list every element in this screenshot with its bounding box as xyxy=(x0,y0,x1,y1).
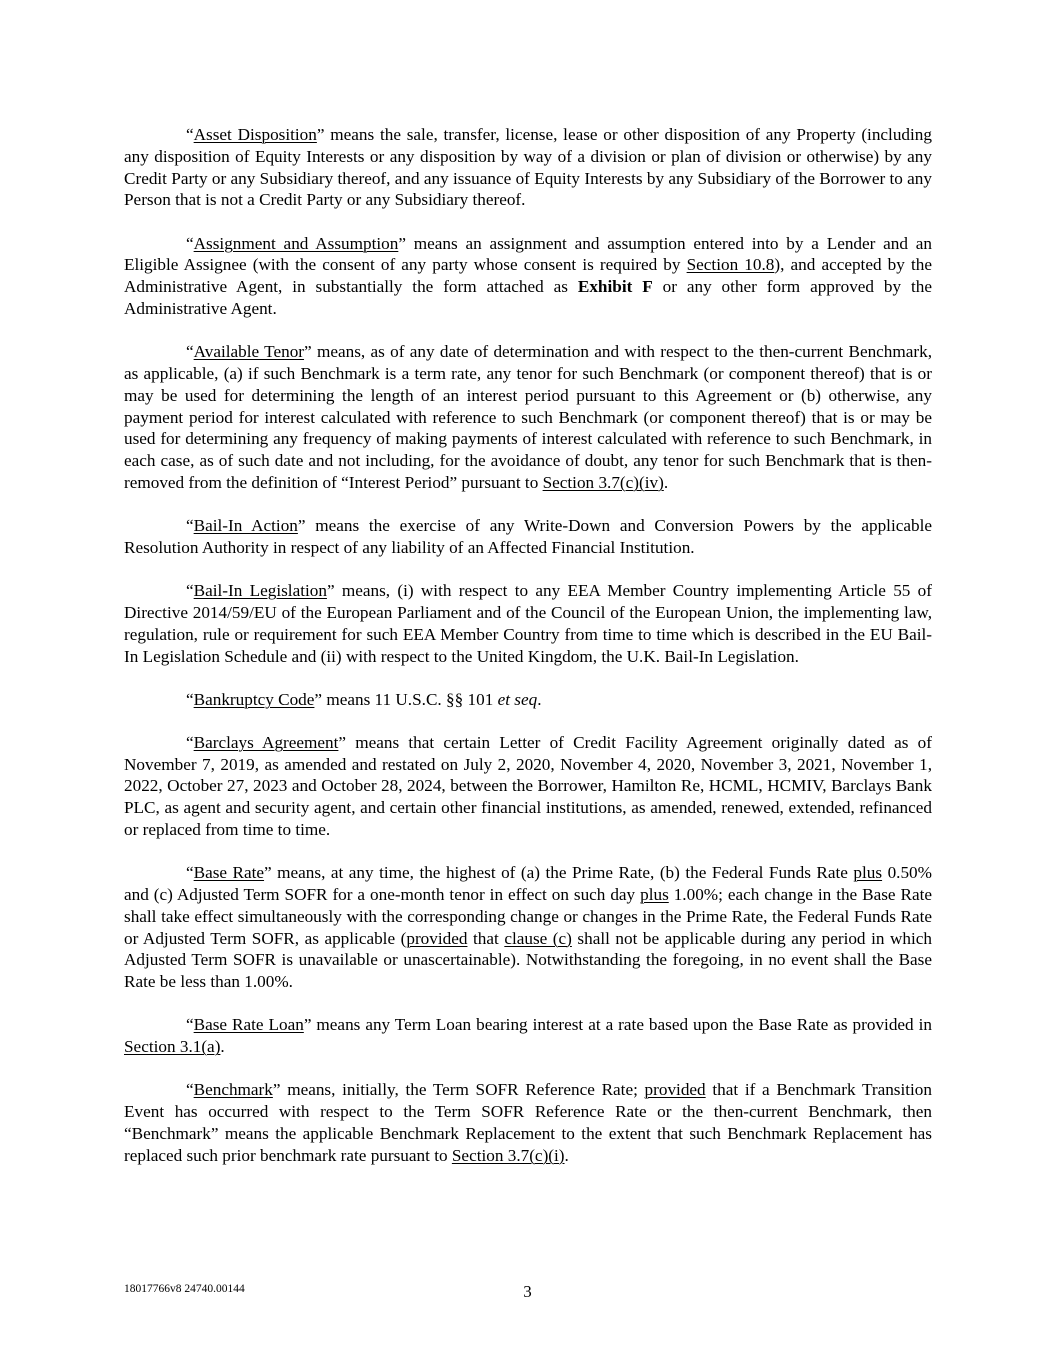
definition-text: ” means, (i) with respect to any EEA Member Country implementing Article 55 of Directive 2014/59/EU of the European Parliament and of the Council of the European Union, the implementing law, regulation, rule or requirement for such EEA Member Country from time to time which is described in the EU Bail-In Legislation Schedule and (ii) with respect to the United Kingdom, the U.K. Bail-In Legislation. xyxy=(124,581,932,666)
defined-term: Asset Disposition xyxy=(193,125,317,144)
defined-term: Base Rate xyxy=(193,863,265,883)
definition-text: that xyxy=(467,928,505,948)
definition-text: ), and accepted by the Administrative Agent, in substantially the form attached as xyxy=(124,255,932,297)
italic-text: et seq xyxy=(497,689,538,709)
definition-bail-in-legislation: “Bail-In Legislation” means, (i) with respect to any EEA Member Country implementing Article 55 of Directive 2014/59/EU of the European Parliament and of the Council of the European Union, the implementing law, regulation, rule or requirement for such EEA Member Country from time to time which is described in the EU Bail-In Legislation Schedule and (ii) with respect to the United Kingdom, the U.K. Bail-In Legislation. xyxy=(124,581,932,666)
definition-text: ” means that certain Letter of Credit Facility Agreement originally dated as of November 7, 2019, as amended and restated on July 2, 2020, November 4, 2020, November 3, 2021, November 1, 2022, October 27, 2023 and October 28, 2024, between the Borrower, Hamilton Re, HCML, HCMIV, Barclays Bank PLC, as agent and security agent, and certain other financial institutions, as amended, renewed, extended, refinanced or replaced from time to time. xyxy=(124,732,932,840)
definition-benchmark: “Benchmark” means, initially, the Term SOFR Reference Rate; provided that if a Benchmark Transition Event has occurred with respect to the Term SOFR Reference Rate or the then-current Benchmark, then “Benchmark” means the applicable Benchmark Replacement to the extent that such Benchmark Replacement has replaced such prior benchmark rate pursuant to Section 3.7(c)(i). xyxy=(124,1080,932,1165)
definition-text: ” means an assignment and assumption entered into by a Lender and an Eligible Assignee (with the consent of any party whose consent is required by xyxy=(124,233,933,275)
defined-term: Bail-In Action xyxy=(193,516,298,536)
definition-text: . xyxy=(663,472,669,492)
definition-text: ” means the sale, transfer, license, lease or other disposition of any Property (including any disposition of Equity Interests or any disposition by way of a division or plan of division or otherwise) by any Credit Party or any Subsidiary thereof, and any issuance of Equity Interests by any Subsidiary of the Borrower to any Person that is not a Credit Party or any Subsidiary thereof. xyxy=(124,125,932,210)
definition-text: that if a Benchmark Transition Event has occurred with respect to the Term SOFR Reference Rate or the then-current Benchmark, then “Benchmark” means the applicable Benchmark Replacement to the extent that such Benchmark Replacement has replaced such prior benchmark rate pursuant to xyxy=(124,1080,932,1165)
definition-text: ” means the exercise of any Write-Down and Conversion Powers by the applicable Resolution Authority in respect of any liability of an Affected Financial Institution. xyxy=(124,516,932,557)
definition-bail-in-action: “Bail-In Action” means the exercise of any Write-Down and Conversion Powers by the applicable Resolution Authority in respect of any liability of an Affected Financial Institution. xyxy=(124,516,932,557)
underlined-word: provided xyxy=(406,928,468,948)
definition-text: . xyxy=(564,1145,569,1165)
definition-barclays-agreement: “Barclays Agreement” means that certain Letter of Credit Facility Agreement originally dated as of November 7, 2019, as amended and restated on July 2, 2020, November 4, 2020, November 3, 2021, November 1, 2022, October 27, 2023 and October 28, 2024, between the Borrower, Hamilton Re, HCML, HCMIV, Barclays Bank PLC, as agent and security agent, and certain other financial institutions, as amended, renewed, extended, refinanced or replaced from time to time. xyxy=(124,732,932,840)
definition-text: . xyxy=(537,689,542,709)
definition-base-rate-loan: “Base Rate Loan” means any Term Loan bearing interest at a rate based upon the Base Rate as provided in Section 3.1(a). xyxy=(124,1015,932,1057)
defined-term: Assignment and Assumption xyxy=(193,233,399,253)
exhibit-reference: Exhibit F xyxy=(577,277,653,297)
definition-text: ” means 11 U.S.C. §§ 101 xyxy=(314,689,498,709)
defined-term: Barclays Agreement xyxy=(193,732,339,752)
definition-assignment-and-assumption: “Assignment and Assumption” means an assignment and assumption entered into by a Lender and an Eligible Assignee (with the consent of any party whose consent is required by Section 10.8), and accepted by the Administrative Agent, in substantially the form attached as Exhibit F or any other form approved by the Administrative Agent. xyxy=(124,233,933,318)
section-reference: Section 3.1(a) xyxy=(124,1037,221,1057)
document-body xyxy=(124,124,932,1188)
underlined-word: provided xyxy=(644,1080,706,1100)
underlined-word: plus xyxy=(853,863,883,883)
document-id: 18017766v8 24740.00144 xyxy=(124,1283,245,1295)
definition-text: ” means, at any time, the highest of (a) the Prime Rate, (b) the Federal Funds Rate xyxy=(264,863,854,883)
defined-term: Available Tenor xyxy=(193,342,305,362)
section-reference: Section 10.8 xyxy=(686,255,775,275)
definition-text: . xyxy=(220,1037,225,1057)
underlined-word: plus xyxy=(640,885,669,905)
definition-text: or any other form approved by the Administrative Agent. xyxy=(124,277,933,318)
definition-bankruptcy-code: “Bankruptcy Code” means 11 U.S.C. §§ 101 et seq. xyxy=(186,689,542,709)
definition-text: 0.50% and (c) Adjusted Term SOFR for a one-month tenor in effect on such day xyxy=(124,863,932,905)
definition-asset-disposition: “Asset Disposition” means the sale, transfer, license, lease or other disposition of any Property (including any disposition of Equity Interests or any disposition by way of a division or plan of division or otherwise) by any Credit Party or any Subsidiary thereof, and any issuance of Equity Interests by any Subsidiary of the Borrower to any Person that is not a Credit Party or any Subsidiary thereof. xyxy=(124,125,932,210)
section-reference: Section 3.7(c)(i) xyxy=(451,1145,565,1165)
defined-term: Bail-In Legislation xyxy=(193,581,327,601)
definition-base-rate: “Base Rate” means, at any time, the highest of (a) the Prime Rate, (b) the Federal Funds Rate plus 0.50% and (c) Adjusted Term SOFR for a one-month tenor in effect on such day plus 1.00%; each change in the Base Rate shall take effect simultaneously with the corresponding change or changes in the Prime Rate, the Federal Funds Rate or Adjusted Term SOFR, as applicable (provided that clause (c) shall not be applicable during any period in which Adjusted Term SOFR is unavailable or unascertainable). Notwithstanding the foregoing, in no event shall the Base Rate be less than 1.00%. xyxy=(124,863,932,992)
definition-text: shall not be applicable during any period in which Adjusted Term SOFR is unavailable or unascertainable). Notwithstanding the foregoing, in no event shall the Base Rate be less than 1.00%. xyxy=(124,928,932,992)
definition-text: ” means, initially, the Term SOFR Reference Rate; xyxy=(272,1080,645,1100)
clause-reference: clause (c) xyxy=(504,928,572,948)
defined-term: Base Rate Loan xyxy=(193,1015,304,1035)
definition-text: 1.00%; each change in the Base Rate shall take effect simultaneously with the corresponding change or changes in the Prime Rate, the Federal Funds Rate or Adjusted Term SOFR, as applicable ( xyxy=(124,885,932,948)
page-number: 3 xyxy=(523,1282,532,1301)
section-reference: Section 3.7(c)(iv) xyxy=(542,472,664,492)
definition-text: ” means, as of any date of determination and with respect to the then-current Benchmark, as applicable, (a) if such Benchmark is a term rate, any tenor for such Benchmark (or component thereof) that is or may be used for determining the length of an interest period pursuant to this Agreement or (b) otherwise, any payment period for interest calculated with reference to such Benchmark (or component thereof) that is or may be used for determining any frequency of making payments of interest calculated with reference to such Benchmark, in each case, as of such date and not including, for the avoidance of doubt, any tenor for such Benchmark that is then-removed from the definition of “Interest Period” pursuant to xyxy=(124,342,933,492)
defined-term: Benchmark xyxy=(193,1080,273,1100)
definition-available-tenor: “Available Tenor” means, as of any date of determination and with respect to the then-current Benchmark, as applicable, (a) if such Benchmark is a term rate, any tenor for such Benchmark (or component thereof) that is or may be used for determining the length of an interest period pursuant to this Agreement or (b) otherwise, any payment period for interest calculated with reference to such Benchmark (or component thereof) that is or may be used for determining any frequency of making payments of interest calculated with reference to such Benchmark, in each case, as of such date and not including, for the avoidance of doubt, any tenor for such Benchmark that is then-removed from the definition of “Interest Period” pursuant to Section 3.7(c)(iv). xyxy=(124,342,933,492)
defined-term: Bankruptcy Code xyxy=(193,689,315,709)
definition-text: ” means any Term Loan bearing interest at a rate based upon the Base Rate as provided in xyxy=(303,1015,932,1035)
